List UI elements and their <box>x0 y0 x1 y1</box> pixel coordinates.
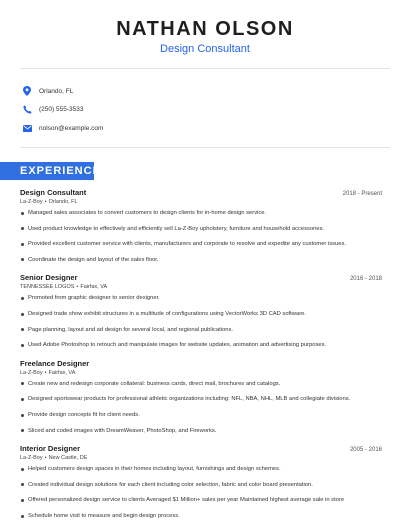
bullet-item: Schedule home visit to measure and begin design process. <box>20 511 382 527</box>
phone-icon <box>22 105 32 115</box>
job-title: Senior Designer <box>20 273 78 283</box>
job-bullets <box>20 379 382 441</box>
job-location: Fairfax, VA <box>48 369 76 376</box>
bullet-item: Used Adobe Photoshop to retouch and manipulate images for website updates, animation and advertising purposes. <box>20 340 382 356</box>
job-company-line <box>20 455 382 461</box>
job-company-line <box>20 370 382 376</box>
contact-phone <box>22 101 103 119</box>
job-bullets <box>20 293 382 355</box>
job-bullets <box>20 464 382 526</box>
job-entry <box>20 359 382 441</box>
bullet-item: Provided excellent customer service with clients, manufacturers and corporate to resolve and expedite any customer issues. <box>20 239 382 255</box>
separator-dot: • <box>44 455 47 462</box>
bullet-item: Page planning, layout and ad design for several local, and regional publications. <box>20 325 382 341</box>
job-header <box>20 359 382 368</box>
email-text: nolson@example.com <box>39 124 104 132</box>
contact-divider <box>20 147 390 148</box>
contact-email <box>22 119 103 137</box>
envelope-icon <box>22 123 32 133</box>
experience-list <box>20 188 382 530</box>
job-company-line <box>20 284 382 290</box>
job-dates: 2016 - 2018 <box>349 276 382 283</box>
location-text: Orlando, FL <box>39 87 74 95</box>
bullet-item: Created individual design solutions for each client including color selection, fabric and color board presentation. <box>20 480 382 496</box>
job-title: Interior Designer <box>20 444 81 454</box>
job-location: Orlando, FL <box>48 199 78 205</box>
contact-list <box>22 82 103 138</box>
bullet-item: Sliced and coded images with DreamWeaver, PhotoShop, and Fireworks. <box>20 426 382 442</box>
job-dates: 2018 - Present <box>342 191 382 197</box>
job-company-line <box>20 199 382 205</box>
job-location: Fairfax, VA <box>80 284 108 291</box>
job-entry <box>20 273 382 355</box>
bullet-item: Helped customers design spaces in their homes including layout, furnishings and design schemes. <box>20 464 382 480</box>
bullet-item: Designed sportswear products for professional athletic organizations including: NFL, NBA, NHL, MLB and collegiate divisions. <box>20 394 382 410</box>
resume-header <box>0 0 410 55</box>
experience-heading: EXPERIENCE <box>0 162 94 180</box>
bullet-item: Managed sales associates to convert customers to design clients for in-home design service. <box>20 208 382 224</box>
bullet-item: Create new and redesign corporate collateral: business cards, direct mail, brochures and catalogs. <box>20 379 382 395</box>
phone-text: (250) 555-3533 <box>39 106 84 113</box>
job-entry <box>20 444 382 526</box>
bullet-item: Offered personalized design service to clients Averaged $1 Million+ sales per year Maintained highest average sale in store <box>20 495 382 511</box>
job-bullets <box>20 208 382 270</box>
job-dates: 2005 - 2016 <box>349 447 382 454</box>
bullet-item: Provide design concepts fit for client needs. <box>20 410 382 426</box>
bullet-item: Designed trade show exhibit structures in a multitude of configurations using VectorWorks 3D CAD software. <box>20 309 382 325</box>
job-company: La-Z-Boy <box>20 455 43 462</box>
location-pin-icon <box>22 86 32 96</box>
contact-location <box>22 82 103 100</box>
bullet-item: Promoted from graphic designer to senior designer. <box>20 293 382 309</box>
job-header <box>20 444 382 453</box>
bullet-item: Used product knowledge to effectively and efficiently sell La-Z-Boy upholstery, furniture and household accessories. <box>20 224 382 240</box>
job-location: New Castle, DE <box>48 455 88 462</box>
candidate-name: NATHAN OLSON <box>116 18 294 40</box>
separator-dot: • <box>76 284 79 291</box>
job-title: Design Consultant <box>20 188 87 197</box>
job-header <box>20 273 382 282</box>
separator-dot: • <box>44 369 47 376</box>
job-entry <box>20 188 382 270</box>
separator-dot: • <box>44 199 47 205</box>
job-company: La-Z-Boy <box>20 199 43 205</box>
job-company: TENNESSEE LOGOS <box>20 284 75 291</box>
candidate-role: Design Consultant <box>160 43 250 55</box>
header-divider <box>20 68 390 69</box>
job-title: Freelance Designer <box>20 358 90 368</box>
job-company: La-Z-Boy <box>20 369 43 376</box>
bullet-item: Coordinate the design and layout of the sales floor. <box>20 255 382 271</box>
job-header <box>20 188 382 197</box>
